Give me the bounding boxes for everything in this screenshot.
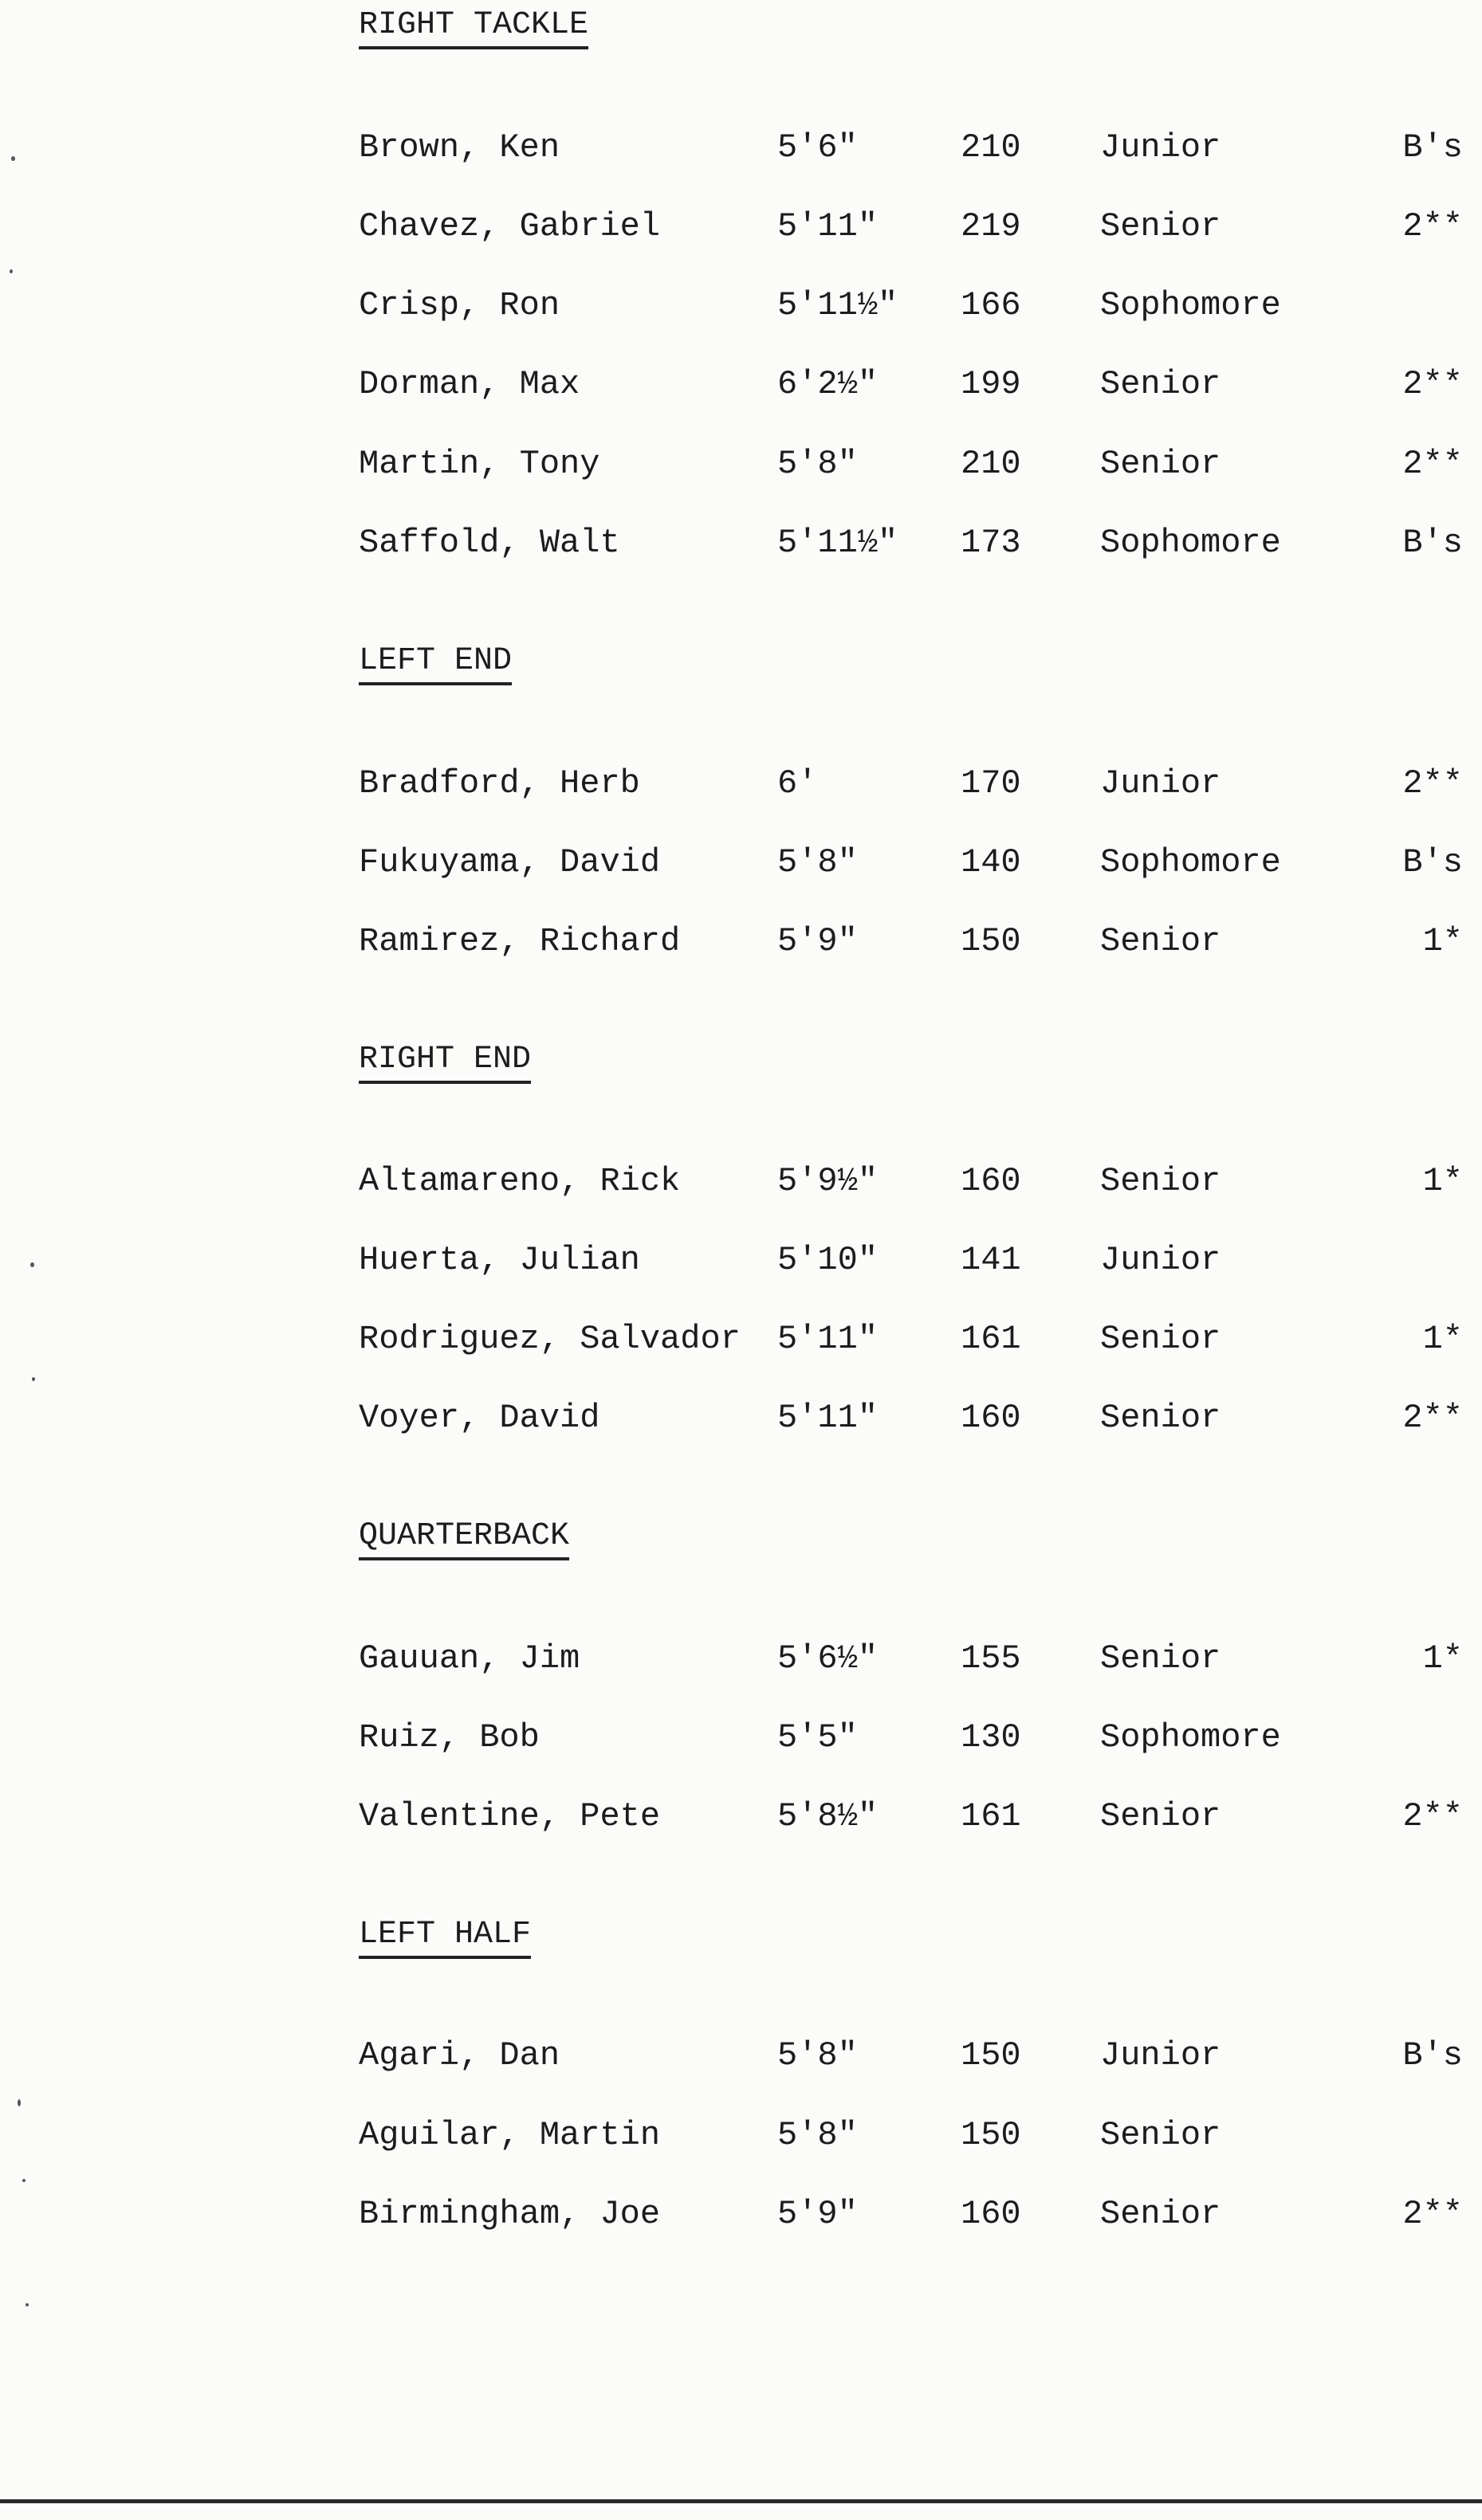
player-name: Agari, Dan	[359, 2036, 560, 2074]
player-weight: 170	[961, 764, 1021, 803]
player-class: Senior	[1100, 1399, 1221, 1437]
player-height: 5'11"	[777, 207, 879, 245]
table-row	[0, 917, 1482, 965]
scan-speck	[30, 1262, 34, 1267]
section-heading: RIGHT TACKLE	[359, 6, 588, 49]
table-row	[0, 124, 1482, 171]
table-row	[0, 1394, 1482, 1442]
player-weight: 160	[961, 1162, 1021, 1200]
player-weight: 150	[961, 2036, 1021, 2074]
player-class: Senior	[1100, 2116, 1221, 2154]
player-letters: 2**	[1402, 1797, 1463, 1835]
table-row	[0, 1236, 1482, 1284]
player-weight: 160	[961, 1399, 1021, 1437]
player-height: 5'11"	[777, 1320, 879, 1358]
player-name: Ruiz, Bob	[359, 1718, 540, 1757]
player-name: Fukuyama, David	[359, 843, 661, 881]
player-class: Senior	[1100, 922, 1221, 960]
player-name: Brown, Ken	[359, 128, 560, 167]
player-name: Martin, Tony	[359, 445, 600, 483]
player-height: 5'8"	[777, 2036, 858, 2074]
player-height: 5'9"	[777, 922, 858, 960]
player-height: 5'10"	[777, 1241, 879, 1279]
table-row	[0, 1635, 1482, 1682]
table-row	[0, 838, 1482, 886]
player-weight: 166	[961, 286, 1021, 324]
player-height: 5'8"	[777, 445, 858, 483]
scan-speck	[26, 2303, 29, 2306]
player-weight: 141	[961, 1241, 1021, 1279]
player-height: 5'6½"	[777, 1639, 879, 1678]
scan-speck	[11, 156, 15, 161]
player-letters: 2**	[1402, 764, 1463, 803]
player-letters: 1*	[1422, 1639, 1463, 1678]
player-weight: 173	[961, 524, 1021, 562]
player-name: Valentine, Pete	[359, 1797, 661, 1835]
player-name: Chavez, Gabriel	[359, 207, 661, 245]
player-name: Saffold, Walt	[359, 524, 620, 562]
player-class: Senior	[1100, 365, 1221, 403]
scan-speck	[32, 1377, 35, 1381]
player-height: 5'9½"	[777, 1162, 879, 1200]
player-letters: 2**	[1402, 445, 1463, 483]
player-letters: 1*	[1422, 1320, 1463, 1358]
player-height: 6'2½"	[777, 365, 879, 403]
section-heading: LEFT END	[359, 642, 512, 685]
player-letters: B's	[1402, 128, 1463, 167]
player-height: 5'11"	[777, 1399, 879, 1437]
player-weight: 210	[961, 128, 1021, 167]
player-letters: 2**	[1402, 207, 1463, 245]
player-name: Aguilar, Martin	[359, 2116, 661, 2154]
player-letters: 2**	[1402, 2195, 1463, 2233]
table-row	[0, 202, 1482, 250]
section-heading: RIGHT END	[359, 1041, 531, 1084]
player-letters: B's	[1402, 2036, 1463, 2074]
player-height: 5'11½"	[777, 524, 898, 562]
player-name: Gauuan, Jim	[359, 1639, 580, 1678]
player-weight: 150	[961, 2116, 1021, 2154]
player-weight: 219	[961, 207, 1021, 245]
table-row	[0, 281, 1482, 329]
scan-speck	[10, 269, 13, 273]
player-class: Senior	[1100, 2195, 1221, 2233]
player-class: Senior	[1100, 207, 1221, 245]
player-name: Rodriguez, Salvador	[359, 1320, 741, 1358]
table-row	[0, 440, 1482, 488]
player-height: 6'	[777, 764, 818, 803]
player-class: Senior	[1100, 445, 1221, 483]
player-weight: 150	[961, 922, 1021, 960]
player-class: Junior	[1100, 764, 1221, 803]
table-row	[0, 2031, 1482, 2079]
player-weight: 199	[961, 365, 1021, 403]
scan-speck	[22, 2179, 26, 2182]
scan-speck	[18, 2099, 21, 2106]
player-weight: 160	[961, 2195, 1021, 2233]
player-weight: 161	[961, 1797, 1021, 1835]
player-height: 5'8"	[777, 843, 858, 881]
player-letters: 2**	[1402, 365, 1463, 403]
player-class: Sophomore	[1100, 286, 1281, 324]
player-height: 5'8½"	[777, 1797, 879, 1835]
player-letters: 2**	[1402, 1399, 1463, 1437]
player-class: Senior	[1100, 1162, 1221, 1200]
player-weight: 210	[961, 445, 1021, 483]
player-letters: 1*	[1422, 1162, 1463, 1200]
player-class: Sophomore	[1100, 524, 1281, 562]
table-row	[0, 2190, 1482, 2238]
player-name: Altamareno, Rick	[359, 1162, 681, 1200]
section-heading: LEFT HALF	[359, 1916, 531, 1959]
player-class: Junior	[1100, 2036, 1221, 2074]
player-letters: 1*	[1422, 922, 1463, 960]
player-letters: B's	[1402, 524, 1463, 562]
player-class: Sophomore	[1100, 843, 1281, 881]
player-name: Dorman, Max	[359, 365, 580, 403]
table-row	[0, 1315, 1482, 1363]
player-class: Senior	[1100, 1320, 1221, 1358]
player-name: Voyer, David	[359, 1399, 600, 1437]
player-weight: 155	[961, 1639, 1021, 1678]
player-name: Ramirez, Richard	[359, 922, 681, 960]
table-row	[0, 360, 1482, 408]
table-row	[0, 760, 1482, 807]
player-class: Junior	[1100, 128, 1221, 167]
player-class: Sophomore	[1100, 1718, 1281, 1757]
table-row	[0, 1713, 1482, 1761]
player-height: 5'6"	[777, 128, 858, 167]
player-name: Huerta, Julian	[359, 1241, 640, 1279]
player-name: Birmingham, Joe	[359, 2195, 661, 2233]
player-class: Junior	[1100, 1241, 1221, 1279]
table-row	[0, 1792, 1482, 1840]
player-weight: 130	[961, 1718, 1021, 1757]
player-letters: B's	[1402, 843, 1463, 881]
table-row	[0, 2111, 1482, 2159]
section-heading: QUARTERBACK	[359, 1517, 569, 1560]
bottom-edge-line	[0, 2499, 1482, 2503]
table-row	[0, 1157, 1482, 1205]
player-class: Senior	[1100, 1797, 1221, 1835]
player-height: 5'11½"	[777, 286, 898, 324]
player-weight: 140	[961, 843, 1021, 881]
player-name: Crisp, Ron	[359, 286, 560, 324]
player-class: Senior	[1100, 1639, 1221, 1678]
player-weight: 161	[961, 1320, 1021, 1358]
player-height: 5'8"	[777, 2116, 858, 2154]
player-name: Bradford, Herb	[359, 764, 640, 803]
player-height: 5'9"	[777, 2195, 858, 2233]
table-row	[0, 519, 1482, 567]
player-height: 5'5"	[777, 1718, 858, 1757]
